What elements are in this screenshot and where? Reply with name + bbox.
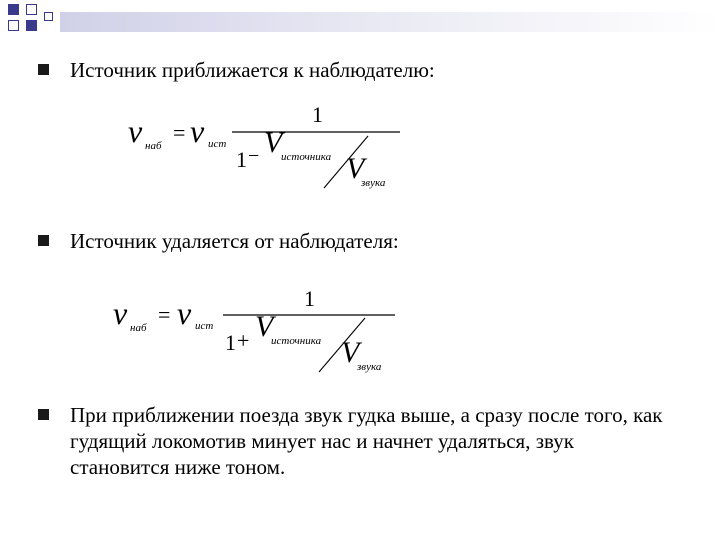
bullet-text: При приближении поезда звук гудка выше, а сразу после того, как гудящий локомотив минует нас и начнет удаляться, звук становится ниже тоном. [70,403,663,479]
slide-header-decoration [0,0,720,36]
formula-sub-observer: наб [130,322,147,334]
formula-sub-source-velocity: источника [271,335,322,347]
bullet-text: Источник приближается к наблюдателю: [70,58,435,82]
bullet-item-approach [38,57,678,83]
formula-one: 1 [225,330,236,355]
header-square-top-right [26,4,37,15]
formula-one: 1 [236,147,247,172]
formula-sub-sound: звука [357,361,382,373]
formula-operator: + [237,328,250,353]
formula-sub-source: ист [208,138,227,150]
bullet-square-icon [38,64,49,75]
bullet-item-recede [38,228,678,254]
formula-v-sound: V [341,336,360,369]
header-gradient-band [60,12,720,32]
formula-nu: ν [128,113,143,149]
formula-sub-sound: звука [361,177,386,189]
formula-equals: = [158,302,171,327]
formula-numerator: 1 [304,286,315,311]
formula-v-sound: V [346,152,365,185]
formula-approach [128,100,418,195]
header-square-top-left [8,4,19,15]
formula-sub-source-velocity: источника [281,151,332,163]
formula-operator: − [248,145,260,167]
header-square-small [44,12,53,21]
formula-nu: ν [113,295,128,331]
formula-v-source: V [255,310,274,343]
formula-numerator: 1 [312,102,323,127]
formula-recede [113,282,403,377]
header-square-bottom-left [8,20,19,31]
formula-nu-source: ν [177,295,192,331]
formula-v-source: V [264,126,283,159]
formula-nu-source: ν [190,113,205,149]
bullet-item-conclusion [38,402,678,482]
formula-sub-source: ист [195,320,214,332]
bullet-square-icon [38,235,49,246]
header-square-bottom-right [26,20,37,31]
bullet-text: Источник удаляется от наблюдателя: [70,229,399,253]
bullet-square-icon [38,409,49,420]
formula-equals: = [173,120,186,145]
formula-sub-observer: наб [145,140,162,152]
